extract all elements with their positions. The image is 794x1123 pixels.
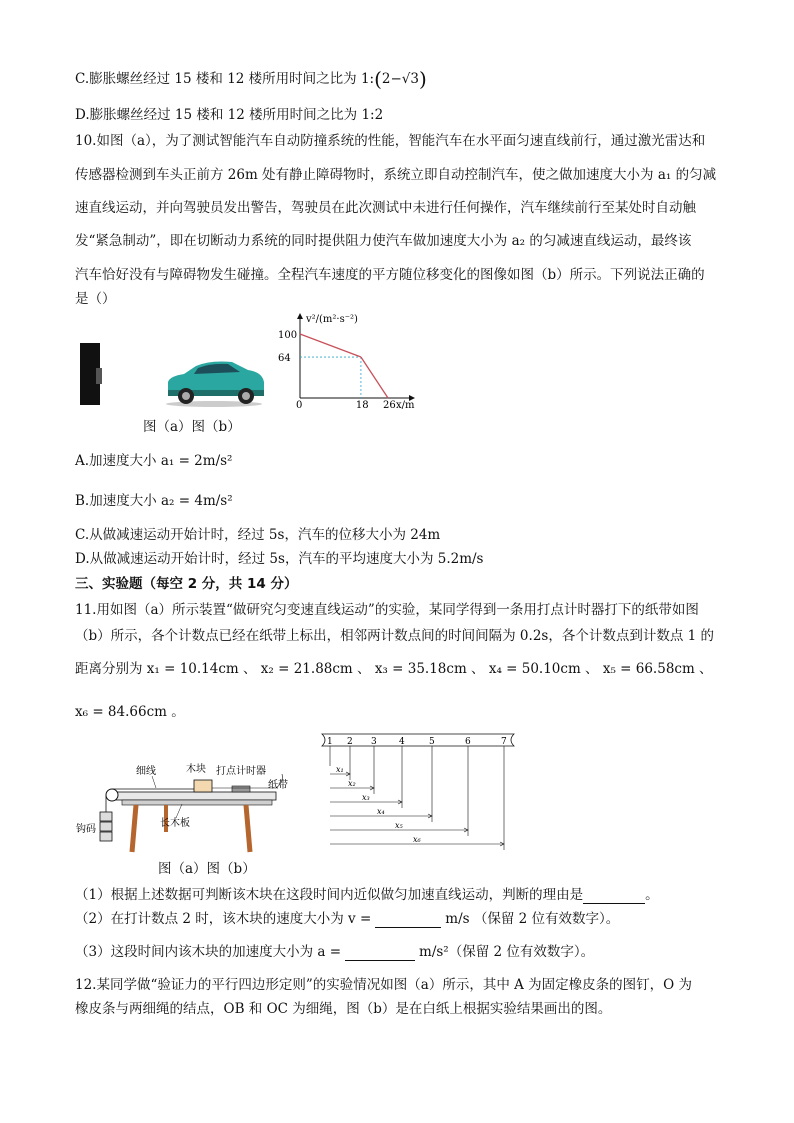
- hook-weights: [100, 812, 112, 841]
- label-board: 长木板: [160, 818, 190, 829]
- q9-option-c: [75, 67, 427, 91]
- q11-sub3-text: （3）这段时间内该木块的加速度大小为 a =: [75, 944, 342, 960]
- q11-sub1-text: （1）根据上述数据可判断该木块在这段时间内近似做匀加速直线运动，判断的理由是: [75, 887, 584, 903]
- graph-y-label: v²/(m²·s⁻²): [306, 314, 358, 325]
- wooden-block: [194, 780, 212, 792]
- tape-distance-label-6: x₆: [413, 835, 421, 844]
- q11-line-4: x₆ = 84.66cm 。: [75, 704, 185, 720]
- q12-line-2: 橡皮条与两细绳的结点，OB 和 OC 为细绳，图（b）是在白纸上根据实验结果画出的图。: [75, 1001, 612, 1017]
- tape-point-label-5: 5: [429, 737, 435, 747]
- q10-option-b: B.加速度大小 a₂ = 4m/s²: [75, 493, 233, 509]
- tape-distance-label-2: x₂: [348, 779, 356, 788]
- car-icon: [166, 362, 264, 408]
- q11-sub2-blank[interactable]: [375, 913, 441, 928]
- label-block: 木块: [186, 764, 206, 775]
- q11-sub2-end: m/s （保留 2 位有效数字）。: [445, 911, 620, 927]
- q10-line-5: 汽车恰好没有与障碍物发生碰撞。全程汽车速度的平方随位移变化的图像如图（b）所示。下列说法正确的: [75, 267, 705, 283]
- q11-sub3-blank[interactable]: [345, 946, 415, 961]
- q11-line-1: 11.用如图（a）所示装置“做研究匀变速直线运动”的实验，某同学得到一条用打点计时器打下的纸带如图: [75, 602, 699, 618]
- q11-sub2: [75, 910, 619, 928]
- section-3-title: 三、实验题（每空 2 分，共 14 分）: [75, 576, 298, 592]
- q10-figure-b-graph: [268, 310, 428, 414]
- long-board: [116, 792, 276, 800]
- tape-point-label-6: 6: [465, 737, 471, 747]
- q11-figure-b-tape: [318, 730, 518, 854]
- tape-point-label-3: 3: [371, 737, 377, 747]
- tape-point-label-7: 7: [501, 737, 507, 747]
- q10-line-4: 发“紧急制动”，即在切断动力系统的同时提供阻力使汽车做加速度大小为 a₂ 的匀减速直线运动，最终该: [75, 233, 692, 249]
- q11-line-3: 距离分别为 x₁ = 10.14cm 、 x₂ = 21.88cm 、 x₃ = 35.18cm 、 x₄ = 50.10cm 、 x₅ = 66.58cm 、: [75, 661, 713, 677]
- q11-sub1: [75, 886, 659, 904]
- q10-line-3: 速直线运动，并向驾驶员发出警告，驾驶员在此次测试中未进行任何操作，汽车继续前行至某处时自动触: [75, 200, 696, 216]
- tape-distance-label-5: x₅: [395, 821, 403, 830]
- q11-sub1-blank[interactable]: [583, 889, 645, 904]
- q10-option-a: A.加速度大小 a₁ = 2m/s²: [75, 453, 233, 469]
- q11-sub3: [75, 943, 594, 961]
- q10-figure-caption: 图（a）图（b）: [143, 419, 241, 435]
- q9-option-d: D.膨胀螺丝经过 15 楼和 12 楼所用时间之比为 1:2: [75, 107, 384, 123]
- x-tick-label-18: 18: [355, 400, 369, 411]
- tape-point-label-4: 4: [399, 737, 405, 747]
- graph-x-label: x/m: [396, 400, 415, 411]
- q11-sub1-end: 。: [645, 887, 659, 903]
- q11-sub2-text: （2）在打计数点 2 时，该木块的速度大小为 v =: [75, 911, 372, 927]
- series-segment-1: [300, 334, 361, 357]
- q9-option-c-expr: 2−√3: [381, 71, 419, 87]
- label-timer: 打点计时器: [216, 766, 266, 777]
- q9-option-c-text: C.膨胀螺丝经过 15 楼和 12 楼所用时间之比为 1:: [75, 71, 375, 87]
- q9-option-c-paren-left: (: [374, 67, 382, 91]
- tape-distance-label-1: x₁: [336, 765, 344, 774]
- q10-line-1: 10.如图（a），为了测试智能汽车自动防撞系统的性能，智能汽车在水平面匀速直线前行，通过激光雷达和: [75, 133, 706, 149]
- q12-line-1: 12.某同学做“验证力的平行四边形定则”的实验情况如图（a）所示，其中 A 为固定橡皮条的图钉，O 为: [75, 977, 693, 993]
- q11-figure-a-apparatus: [76, 752, 296, 862]
- q10-line-2: 传感器检测到车头正前方 26m 处有静止障碍物时，系统立即自动控制汽车，使之做加速度大小为 a₁ 的匀减: [75, 167, 717, 183]
- q10-option-c: C.从做减速运动开始计时，经过 5s，汽车的位移大小为 24m: [75, 527, 441, 543]
- tape-point-label-2: 2: [347, 737, 353, 747]
- tape-point-label-1: 1: [327, 737, 333, 747]
- tape-distance-label-3: x₃: [362, 793, 370, 802]
- y-tick-label-100: 100: [278, 330, 298, 341]
- q10-figure-a: [76, 338, 276, 410]
- q11-figure-caption: 图（a）图（b）: [158, 861, 256, 877]
- timer: [232, 786, 250, 792]
- pulley: [106, 789, 118, 801]
- y-tick-label-64: 64: [278, 353, 291, 365]
- graph-origin: 0: [296, 400, 303, 411]
- q11-sub3-end: m/s²（保留 2 位有效数字）。: [419, 944, 595, 960]
- label-thread: 细线: [136, 766, 156, 777]
- label-tape: 纸带: [268, 780, 288, 791]
- label-weight: 钩码: [76, 824, 96, 835]
- series-segment-2: [361, 357, 388, 398]
- tape-distance-label-4: x₄: [377, 807, 385, 816]
- q9-option-c-paren-right: ): [419, 67, 427, 91]
- q10-option-d: D.从做减速运动开始计时，经过 5s，汽车的平均速度大小为 5.2m/s: [75, 551, 484, 567]
- x-tick-label-26: 26: [383, 400, 396, 411]
- q10-line-6: 是（）: [75, 291, 116, 307]
- q11-line-2: （b）所示，各个计数点已经在纸带上标出，相邻两计数点间的时间间隔为 0.2s，各个计数点到计数点 1 的: [75, 628, 715, 644]
